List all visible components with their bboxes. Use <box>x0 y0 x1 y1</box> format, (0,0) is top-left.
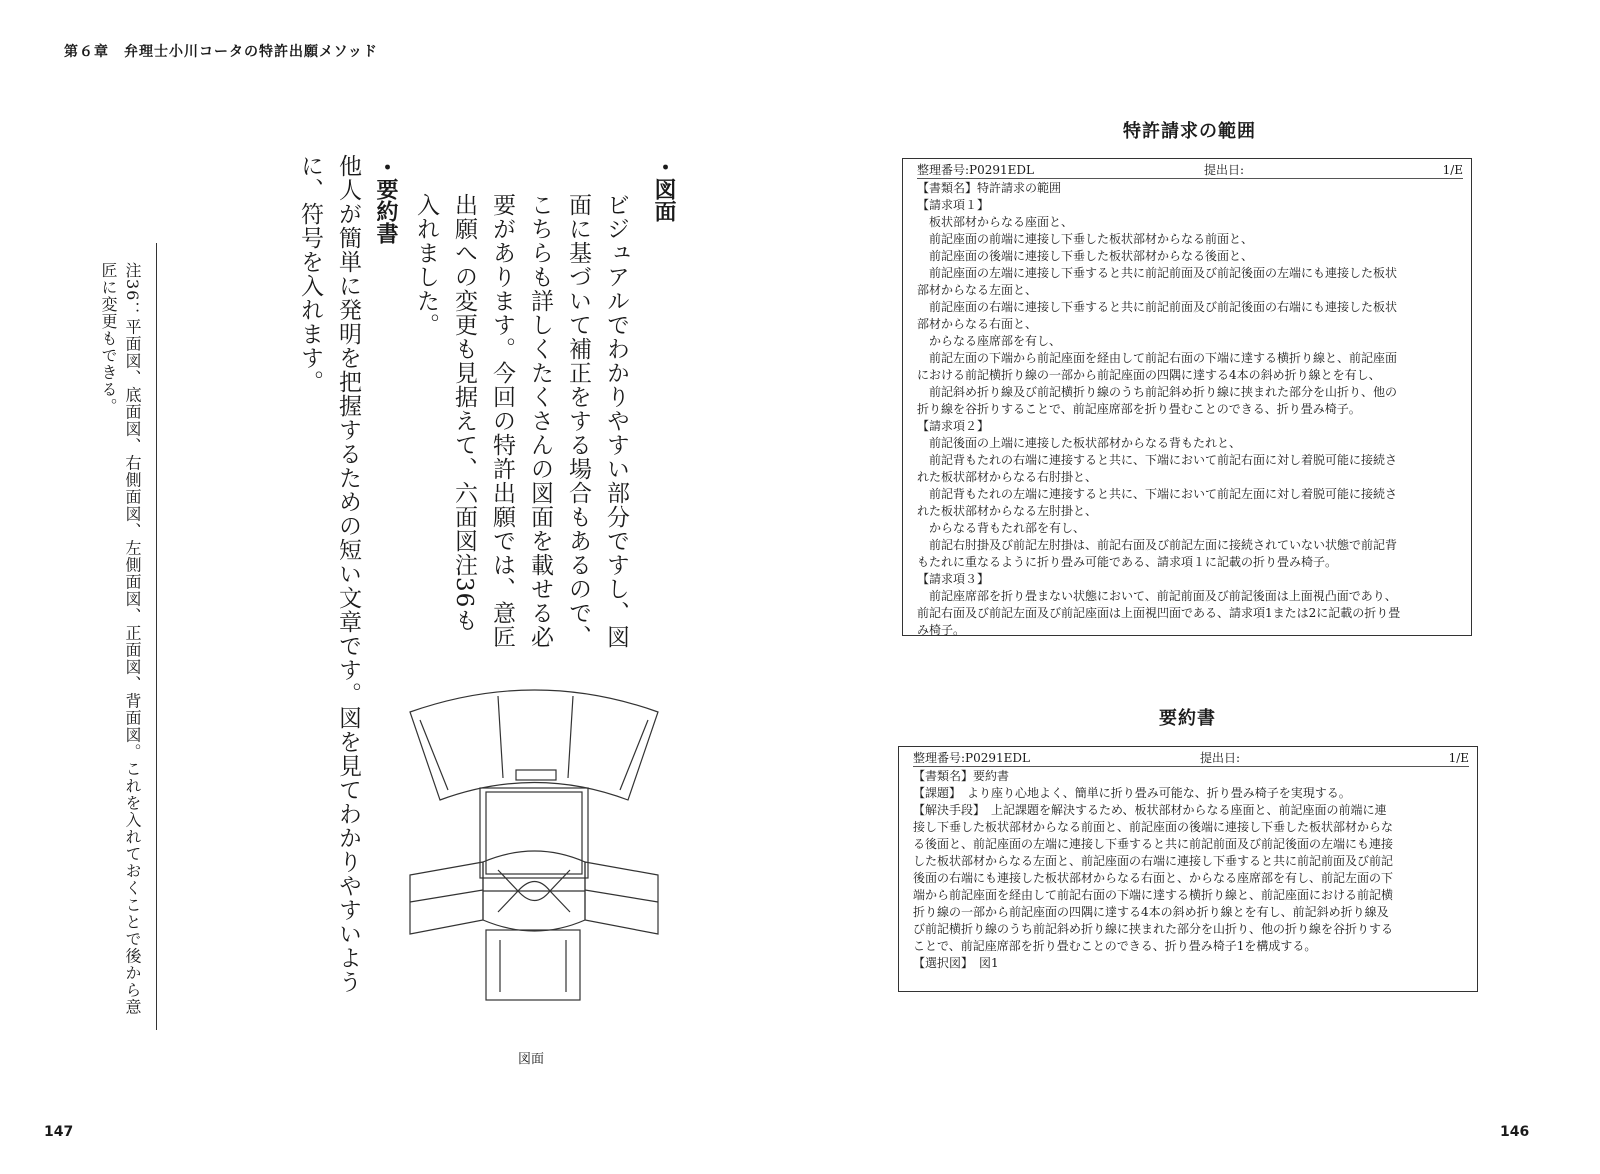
footnote: 注36：平面図、底面図、右側面図、左側面図、正面図、背面図。これを入れておくことで後から意匠に変更もできる。 <box>99 262 142 1016</box>
claims-line: 部材からなる右面と、 <box>917 317 1038 331</box>
claims-line: 前記背もたれの左端に連接すると共に、下端において前記左面に対し着脱可能に接続さ <box>917 487 1398 501</box>
abstract-line: 【選択図】 図1 <box>913 956 999 970</box>
abstract-heading: ・要約書 <box>373 156 398 244</box>
abstract-document <box>898 746 1478 992</box>
abstract-date-label: 提出日: <box>1200 751 1241 765</box>
figure-caption: 図面 <box>518 1052 545 1067</box>
abstract-page: 1/E <box>1448 751 1469 765</box>
claims-line: 前記座面の右端に連接し下垂すると共に前記前面及び前記後面の右端にも連接した板状 <box>917 300 1398 314</box>
claims-line: 前記右面及び前記左面及び前記座面は上面視凹面である、請求項1または2に記載の折り畳 <box>917 606 1401 620</box>
claims-line: 前記後面の上端に連接した板状部材からなる背もたれと、 <box>917 436 1242 450</box>
claims-line: 前記座面の前端に連接し下垂した板状部材からなる前面と、 <box>917 232 1254 246</box>
claims-ref-no: 整理番号:P0291EDL <box>917 163 1035 177</box>
drawing-body: ビジュアルでわかりやすい部分ですし、図面に基づいて補正をする場合もあるので、こちらも詳しくたくさんの図面を載せる必要があります。今回の特許出願では、意匠出願への変更も見据えて、六面図注36も入れました。 <box>413 193 629 649</box>
claims-line: 部材からなる左面と、 <box>917 283 1038 297</box>
claims-line: 折り線を谷折りすることで、前記座席部を折り畳むことのできる、折り畳み椅子。 <box>917 402 1361 416</box>
claims-line: 板状部材からなる座面と、 <box>917 215 1074 229</box>
claims-line: もたれに重なるように折り畳み可能である、請求項１に記載の折り畳み椅子。 <box>917 555 1338 569</box>
claims-line: における前記横折り線の一部から前記座面の四隅に達する4本の斜め折り線とを有し、 <box>917 368 1381 382</box>
claims-line: 前記斜め折り線及び前記横折り線のうち前記斜め折り線に挟まれた部分を山折り、他の <box>917 385 1398 399</box>
claims-line: 【請求項３】 <box>917 572 990 586</box>
claims-line: 【書類名】特許請求の範囲 <box>917 181 1062 195</box>
abstract-line: 端から前記座面を経由して前記右面の下端に達する横折り線と、前記座面における前記横 <box>913 888 1394 902</box>
abstract-line: 【課題】 より座り心地よく、簡単に折り畳み可能な、折り畳み椅子を実現する。 <box>913 786 1351 800</box>
claims-line: 【請求項１】 <box>917 198 990 212</box>
abstract-line: ことで、前記座席部を折り畳むことのできる、折り畳み椅子1を構成する。 <box>913 939 1317 953</box>
abstract-body: 他人が簡単に発明を把握するための短い文章です。図を見てわかりやすいように、符号を入れます。 <box>297 154 361 994</box>
abstract-line: 接し下垂した板状部材からなる前面と、前記座面の後端に連接し下垂した板状部材からな <box>913 820 1394 834</box>
footnote-rule <box>156 243 157 1030</box>
claims-title: 特許請求の範囲 <box>1123 121 1256 142</box>
claims-lines <box>917 180 1463 639</box>
abstract-line: 後面の右端にも連接した板状部材からなる右面と、からなる座席部を有し、前記左面の下 <box>913 871 1394 885</box>
claims-line: 前記背もたれの右端に連接すると共に、下端において前記右面に対し着脱可能に接続さ <box>917 453 1398 467</box>
claims-line: 前記座面の左端に連接し下垂すると共に前記前面及び前記後面の左端にも連接した板状 <box>917 266 1398 280</box>
claims-line: れた板状部材からなる左肘掛と、 <box>917 504 1098 518</box>
claims-line: 前記左面の下端から前記座面を経由して前記右面の下端に達する横折り線と、前記座面 <box>917 351 1398 365</box>
page-number-left: 147 <box>44 1124 74 1140</box>
claims-line: からなる座席部を有し、 <box>917 334 1062 348</box>
abstract-line: 【書類名】要約書 <box>913 769 1010 783</box>
abstract-lines <box>913 768 1469 972</box>
abstract-header <box>913 751 1469 767</box>
claims-line: れた板状部材からなる右肘掛と、 <box>917 470 1098 484</box>
claims-line: からなる背もたれ部を有し、 <box>917 521 1086 535</box>
abstract-line: 折り線の一部から前記座面の四隅に達する4本の斜め折り線とを有し、前記斜め折り線及 <box>913 905 1389 919</box>
page-number-right: 146 <box>1500 1124 1530 1140</box>
abstract-line: る後面と、前記座面の左端に連接し下垂すると共に前記前面及び前記後面の左端にも連接 <box>913 837 1394 851</box>
claims-line: み椅子。 <box>917 623 966 637</box>
abstract-ref-no: 整理番号:P0291EDL <box>913 751 1031 765</box>
claims-line: 前記座面の後端に連接し下垂した板状部材からなる後面と、 <box>917 249 1254 263</box>
abstract-line: した板状部材からなる左面と、前記座面の右端に連接し下垂すると共に前記前面及び前記 <box>913 854 1394 868</box>
claims-header <box>917 163 1463 179</box>
claims-date-label: 提出日: <box>1204 163 1245 177</box>
drawing-heading: ・図面 <box>651 156 676 222</box>
claims-document <box>902 158 1472 636</box>
running-head: 第６章 弁理士小川コータの特許出願メソッド <box>64 44 378 60</box>
abstract-line: 【解決手段】 上記課題を解決するため、板状部材からなる座面と、前記座面の前端に連 <box>913 803 1387 817</box>
abstract-line: び前記横折り線のうち前記斜め折り線に挟まれた部分を山折り、他の折り線を谷折りする <box>913 922 1394 936</box>
claims-line: 前記右肘掛及び前記左肘掛は、前記右面及び前記左面に接続されていない状態で前記背 <box>917 538 1398 552</box>
abstract-doc-title: 要約書 <box>1159 708 1216 729</box>
claims-line: 前記座席部を折り畳まない状態において、前記前面及び前記後面は上面視凸面であり、 <box>917 589 1397 603</box>
claims-page: 1/E <box>1442 163 1463 177</box>
chair-drawing <box>408 680 663 1010</box>
claims-line: 【請求項２】 <box>917 419 990 433</box>
